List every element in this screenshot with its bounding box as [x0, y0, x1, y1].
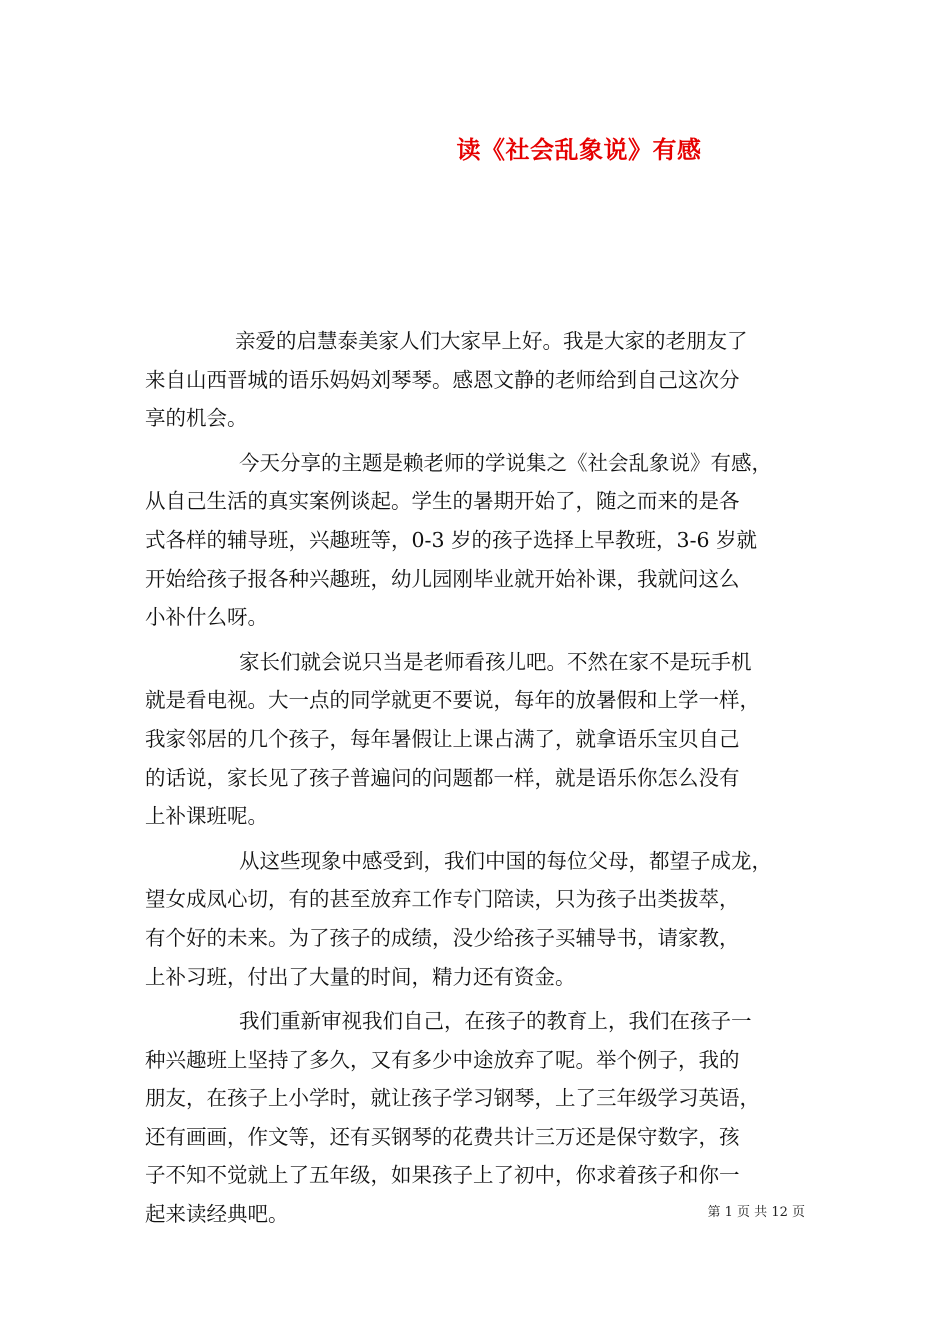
text-line: 家长们就会说只当是老师看孩儿吧。不然在家不是玩手机: [239, 649, 752, 674]
text-line: 亲爱的启慧泰美家人们大家早上好。我是大家的老朋友了: [235, 329, 748, 353]
document-body: [145, 322, 827, 1234]
text-line: 我们重新审视我们自己，在孩子的教育上，我们在孩子一: [239, 1009, 752, 1034]
paragraph-3: [145, 643, 827, 836]
text-line: 开始给孩子报各种兴趣班，幼儿园刚毕业就开始补课，我就问这么: [145, 566, 740, 591]
text-line: 从自己生活的真实案例谈起。学生的暑期开始了，随之而来的是各: [145, 489, 740, 514]
text-line: 子不知不觉就上了五年级，如果孩子上了初中，你求着孩子和你一: [145, 1163, 740, 1188]
text-line: 的话说，家长见了孩子普遍问的问题都一样，就是语乐你怎么没有: [145, 765, 740, 790]
paragraph-5: [145, 1002, 827, 1234]
document-title: 读《社会乱象说》有感: [456, 136, 702, 164]
text-line: 起来读经典吧。: [145, 1202, 289, 1227]
paragraph-2: [145, 444, 827, 637]
text-line: 就是看电视。大一点的同学就更不要说，每年的放暑假和上学一样，: [145, 688, 760, 713]
text-line: 望女成凤心切，有的甚至放弃工作专门陪读，只为孩子出类拔萃，: [145, 887, 740, 912]
paragraph-4: [145, 842, 827, 996]
text-line: 朋友，在孩子上小学时，就让孩子学习钢琴，上了三年级学习英语，: [145, 1086, 760, 1111]
text-line: 来自山西晋城的语乐妈妈刘琴琴。感恩文静的老师给到自己这次分: [145, 367, 740, 392]
text-line: 种兴趣班上坚持了多久，又有多少中途放弃了呢。举个例子，我的: [145, 1047, 740, 1072]
text-line: 今天分享的主题是赖老师的学说集之《社会乱象说》有感，: [239, 450, 772, 475]
page-number: 第 1 页 共 12 页: [707, 1205, 805, 1220]
text-line: 还有画画，作文等，还有买钢琴的花费共计三万还是保守数字，孩: [145, 1124, 740, 1149]
paragraph-1: [145, 322, 827, 438]
text-line: 式各样的辅导班，兴趣班等，0-3 岁的孩子选择上早教班，3-6 岁就: [145, 527, 758, 552]
text-line: 从这些现象中感受到，我们中国的每位父母，都望子成龙，: [239, 848, 772, 873]
text-line: 享的机会。: [145, 406, 248, 431]
text-line: 我家邻居的几个孩子，每年暑假让上课占满了，就拿语乐宝贝自己: [145, 726, 740, 751]
text-line: 上补习班，付出了大量的时间，精力还有资金。: [145, 964, 576, 989]
text-line: 有个好的未来。为了孩子的成绩，没少给孩子买辅导书，请家教，: [145, 925, 740, 950]
text-line: 小补什么呀。: [145, 605, 268, 630]
text-line: 上补课班呢。: [145, 804, 268, 829]
